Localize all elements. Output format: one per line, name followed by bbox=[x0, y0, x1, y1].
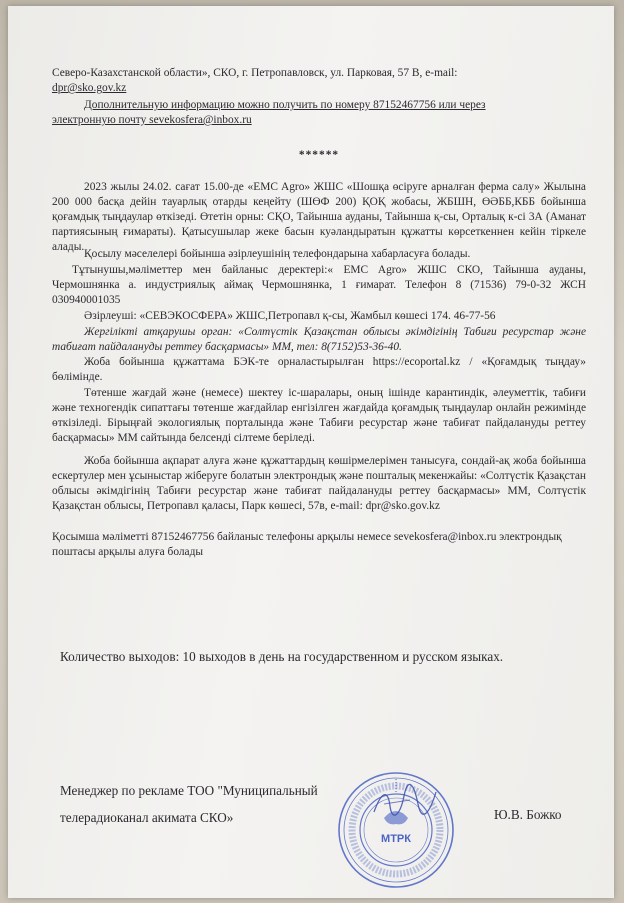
kaz-paragraph-5: Жергілікті атқарушы орган: «Солтүстік Қазақстан облысы әкімдігінің Табиғи ресурстар және табиғат пайдалануды реттеу басқармасы» ММ, тел: 8(7152)53-36-40. bbox=[52, 326, 586, 353]
kaz-paragraph-1: 2023 жылы 24.02. сағат 15.00-де «EMC Agro» ЖШС «Шошқа өсіруге арналған ферма салу» Жылына 200 000 басқа дейін тауарлық отарды кеңейту (ШӨФ 200) ҚОҚ жобасы, ЖБШН, ӨӘББ,КББ бойынша қоғамдық тыңдаулар өткізеді. Өтетін орны: СҚО, Тайынша ауданы, Тайынша қ-сы, Орталық к-сі 3А (Аманат партиясының ғимараты). Қатысушылар жеке басын куәландыратын құжатты көрсеткеннен кейін тіркеле алады. bbox=[52, 181, 586, 253]
separator: ****** bbox=[298, 149, 340, 161]
info-line-2: электронную почту sevekosfera@inbox.ru bbox=[52, 114, 252, 126]
kaz-paragraph-7: Төтенше жағдай және (немесе) шектеу іс-шаралары, оның ішінде карантиндік, әлеуметтік, табиғи және техногендік сипаттағы төтенше жағдайлар енгізілген жағдайда қоғамдық тыңдаулар онлайн режимінде өткізіледі. Бірыңғай экологиялық порталында және Табиғи ресурстар және табиғат пайдалануды реттеу басқармасы» ММ сайтында белсенді сілтеме беріледі. bbox=[52, 387, 586, 444]
signature-title-line-2: телерадиоканал акимата СКО» bbox=[60, 810, 234, 825]
address-paragraph bbox=[52, 66, 586, 96]
handwritten-signature bbox=[370, 782, 440, 822]
info-paragraph bbox=[52, 98, 586, 128]
stamp-center-text: МТРК bbox=[381, 833, 411, 845]
kaz-paragraph-8: Жоба бойынша ақпарат алуға және құжаттардың көшірмелерімен танысуға, сондай-ақ жоба бойынша ескертулер мен ұсыныстар жіберуге болатын электрондық және пошталық мекенжайы: «Солтүстік Қазақстан облысы әкімдігінің Табиғи ресурстар және табиғат пайдалануды реттеу басқармасы» ММ, Солтүстік Қазақстан облысы, Петропавл қаласы, Парк көшесі, 57в, e-mail: dpr@sko.gov.kz bbox=[52, 455, 586, 512]
kaz-paragraph-4: Әзірлеуші: «СЕВЭКОСФЕРА» ЖШС,Петропавл қ-сы, Жамбыл көшесі 174. 46-77-56 bbox=[84, 310, 496, 322]
signature-title-line-1: Менеджер по рекламе ТОО "Муниципальный bbox=[60, 783, 318, 798]
address-line-1: Северо-Казахстанской области», СКО, г. Петропавловск, ул. Парковая, 57 В, e-mail: bbox=[52, 67, 458, 79]
kaz-paragraph-2: Қосылу мәселелері бойынша әзірлеушінің телефондарына хабарласуға болады. bbox=[84, 248, 471, 260]
kaz-paragraph-9: Қосымша мәліметті 87152467756 байланыс телефоны арқылы немесе sevekosfera@inbox.ru электрондық поштасы арқылы алуға болады bbox=[52, 531, 562, 558]
info-line-1: Дополнительную информацию можно получить по номеру 87152467756 или через bbox=[84, 99, 486, 111]
signer-name: Ю.В. Божко bbox=[494, 807, 562, 822]
kaz-paragraph-6: Жоба бойынша құжаттама БЭК-те орналастырылған https://ecoportal.kz / «Қоғамдық тыңдау» бөлімінде. bbox=[52, 356, 586, 383]
email-link[interactable]: dpr@sko.gov.kz bbox=[52, 82, 127, 94]
kaz-paragraph-3: Тұтынушы,мәліметтер мен байланыс деректері:« EMC Agro» ЖШС СКО, Тайынша ауданы, Чермошнянка а. индустриялық аймақ Чермошнянка, 1 ғимарат. Телефон 8 (71536) 79-0-32 ЖСН 030940001035 bbox=[52, 264, 586, 306]
outputs-count: Количество выходов: 10 выходов в день на государственном и русском языках. bbox=[60, 649, 504, 664]
document-page bbox=[8, 6, 614, 898]
